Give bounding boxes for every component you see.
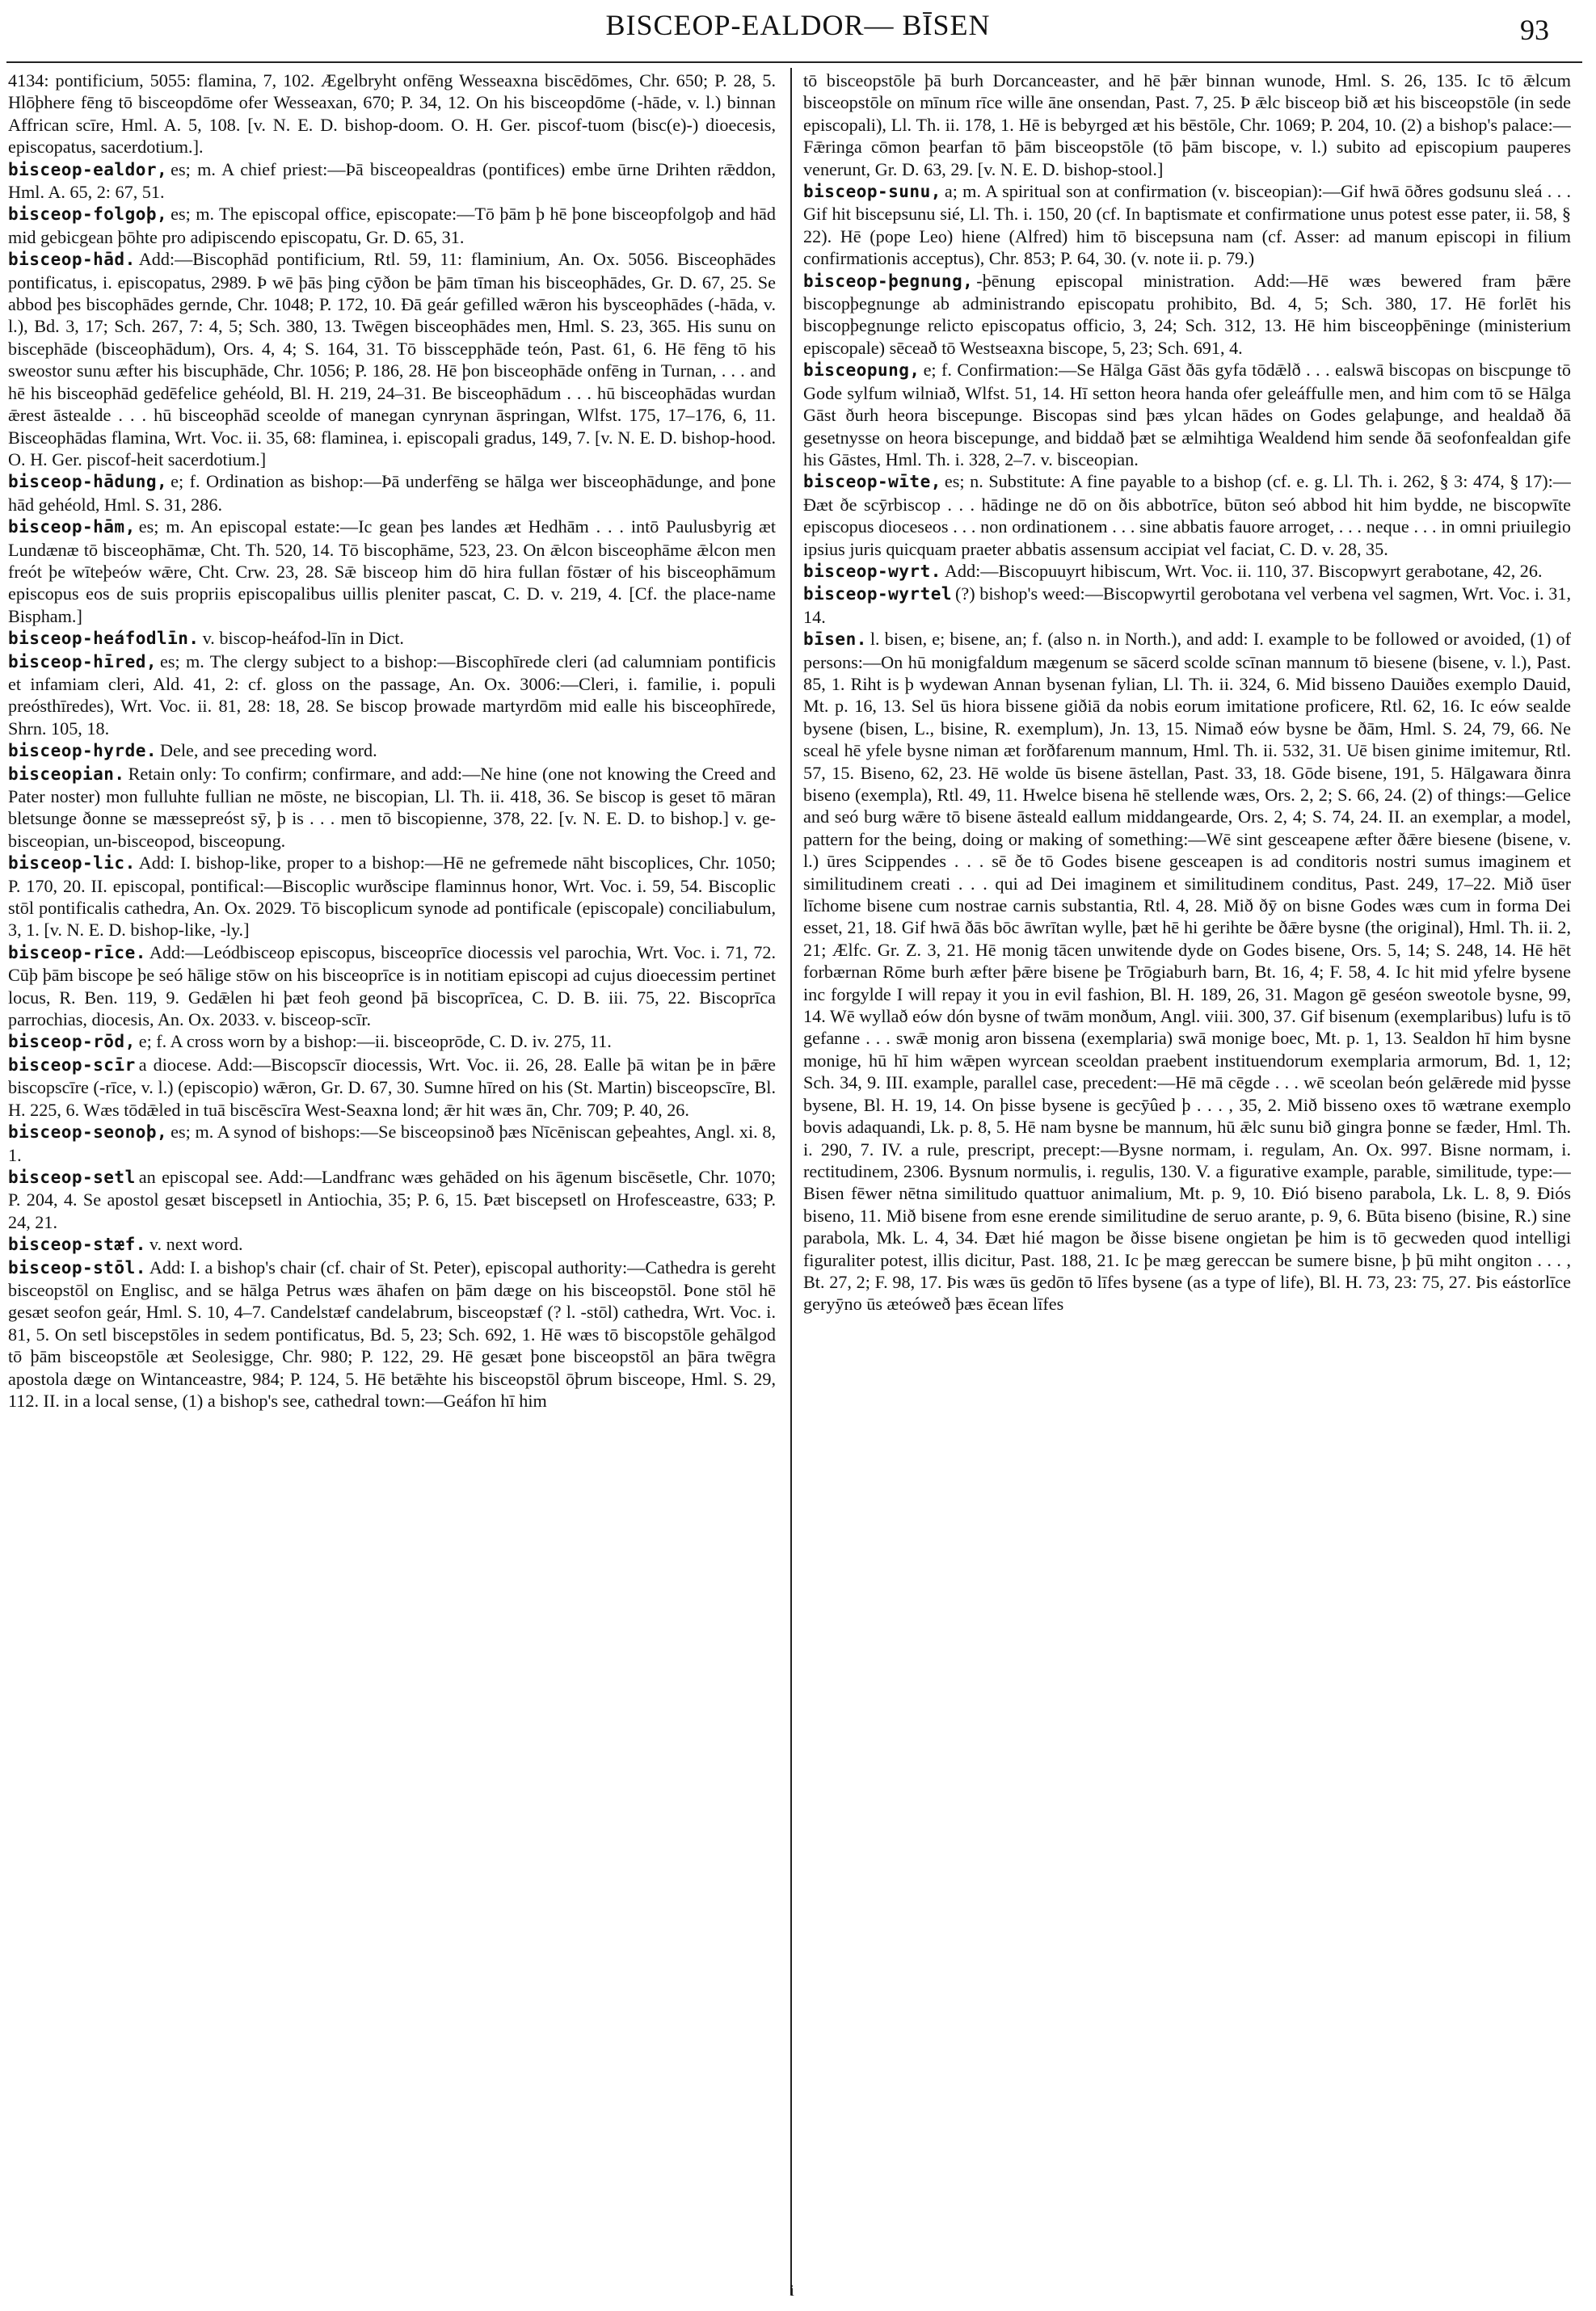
entry-headword: bisceop-seonoþ, (8, 1122, 168, 1143)
column-divider (790, 68, 792, 2295)
dictionary-entry (8, 852, 776, 941)
dictionary-entry (8, 627, 776, 650)
page-title: BISCEOP-EALDOR— BĪSEN (605, 9, 991, 41)
entry-text: v. biscop-heáfod-līn in Dict. (202, 628, 404, 649)
entry-headword: bisceop-hīred, (8, 651, 158, 671)
dictionary-entry (803, 270, 1571, 360)
entry-text: e; f. Confirmation:—Se Hālga Gāst ðās gyfa tōdǣlð . . . ealswā biscopas on biscpunge tō Gode sylfum wilniað, Wlfst. 51, 14. Hī setton heora handa ofer geleáffulle men, and him com tō se Hālga Gāst ðurh heora biscepunge. Biscopas sind þæs ylcan hādes on Godes gelaþunge, and healdað ðā gesetnysse on heora biscepunge, and biddað þæt se ælmihtiga Wealdend him sende ðā seofonfealdan gife his Gāstes, Hml. Th. i. 328, 2–7. v. bisceopian. (803, 360, 1571, 469)
dictionary-entry (803, 359, 1571, 470)
dictionary-entry (803, 470, 1571, 560)
entry-text: v. next word. (149, 1234, 243, 1255)
dictionary-entry (803, 583, 1571, 628)
dictionary-entry (8, 203, 776, 248)
right-column (803, 69, 1571, 2293)
dictionary-entry (8, 941, 776, 1031)
dictionary-entry (8, 248, 776, 470)
entry-text: Add: I. bishop-like, proper to a bishop:—Hē ne gefremede nāht biscoplices, Chr. 1050; P. 170, 20. II. episcopal, pontifical:—Biscoplic wurðscipe flaminnus honor, Wrt. Voc. i. 59, 54. Biscoplic stōl pontificalis cathedra, An. Ox. 2029. Tō biscoplicum synode ad pontificale (episcopale) conciliabulum, 3, 1. [v. N. E. D. bishop-like, -ly.] (8, 852, 776, 941)
dictionary-entry (8, 1030, 776, 1053)
header-rule (6, 61, 1582, 63)
footer-mark: i (790, 2282, 794, 2300)
entry-text: es; m. The clergy subject to a bishop:—Biscophīrede cleri (ad calumniam pontificis et infamiam cleri, Ald. 41, 2: cf. gloss on the passage, An. Ox. 3006:—Cleri, i. familie, i. populi preósthīredes), Wrt. Voc. ii. 81, 28: 18, 28. Se biscop þrowade martyrdōm mid ealle his bisceophīrede, Shrn. 105, 18. (8, 650, 776, 739)
running-head (0, 5, 1596, 50)
dictionary-entry (8, 470, 776, 516)
entry-text: Add: I. a bishop's chair (cf. chair of St. Peter), episcopal authority:—Cathedra is gereht bisceopstōl on Englisc, and se hālga Petrus wæs āhafen on þām dæge on his bisceopstōl. Þone stōl hē gesæt seofon geár, Hml. S. 10, 4–7. Candelstæf candelabrum, bisceopstæf (? l. -stōl) cathedra, Wrt. Voc. i. 81, 5. On setl biscepstōles in sedem pontificatus, Bd. 5, 23; Sch. 692, 1. Hē wæs tō biscopstōle gehālgod tō þām bisceopstōle æt Seolesigge, Chr. 980; P. 122, 29. Hē gesæt þone bisceopstōl an þāra twēgra apostola dæge on Wintanceastre, 984; P. 124, 5. Hē betǣhte his bisceopstōl ōþrum bisceope, Hml. S. 29, 112. II. in a local sense, (1) a bishop's see, cathedral town:—Geáfon hī him (8, 1257, 776, 1411)
dictionary-entry (803, 560, 1571, 583)
dictionary-entry (8, 69, 776, 158)
entry-text: a; m. A spiritual son at confirmation (v. bisceopian):—Gif hwā ōðres godsunu sleá . . . Gif hit biscepsunu sié, Ll. Th. i. 150, 20 (cf. In baptismate et confirmatione unus potest esse pater, ii. 58, § 22). Hē (pope Leo) hiene (Alfred) him tō biscepsuna nam (cf. Asser: ad manum episcopi in filium confirmationis acceptus), Chr. 853; P. 64, 30. (v. note ii. p. 79.) (803, 181, 1571, 269)
entry-headword: bisceop-stæf. (8, 1235, 146, 1255)
dictionary-entry (8, 1257, 776, 1412)
dictionary-entry (8, 1166, 776, 1233)
entry-text: es; n. Substitute: A fine payable to a bishop (cf. e. g. Ll. Th. i. 262, § 3: 474, § 17):—Ðæt ðe scȳrbiscop . . . hādinge ne dō on ðis abbotrīce, būton seó abbod hit him bydde, ne biscopwīte episcopus dioceseos . . . non ordinationem . . . sine abbatis fauore arroget, . . . neque . . . in omni priuilegio ipsius juris quicquam praeter abbatis assensum accipiat vel faciat, C. D. v. 28, 35. (803, 471, 1571, 559)
entry-text: Add:—Biscophād pontificium, Rtl. 59, 11: flaminium, An. Ox. 5056. Bisceophādes pontificatus, i. episcopatus, 2989. Þ wē þās þing cȳðon be þām tīman his bisceophādes, Gr. D. 67, 25. Se abbod þes biscophādes gernde, Chr. 1048; P. 172, 10. Ðā geár gefilled wǣron his bysceophādes (-hāda, v. l.), Bd. 3, 17; Sch. 267, 7: 4, 5; Sch. 380, 13. Twēgen bisceophādes men, Hml. S. 23, 365. His sunu on biscephāde (bisceophādum), Ors. 4, 4; S. 164, 31. Tō bisscepphāde teón, Past. 61, 6. Hē fēng tō his sweostor sunu æfter his biscuphāde, Chr. 1056; P. 186, 28. Hē þon bisceophāde onfēng in Turnan, . . . and hē his bisceophād gedēfelice gehéold, Bl. H. 219, 24–31. Be bisceophādum . . . hū bisceophādas wurdan ǣrest āstealde . . . hū bisceophād sceolde of manegan cynrynan āspringan, Wlfst. 175, 17–176, 6, 11. Bisceophādas flamina, Wrt. Voc. ii. 35, 68: flaminea, i. episcopali gradus, 149, 7. [v. N. E. D. bishop-hood. O. H. Ger. piscof-heit sacerdotium.] (8, 249, 776, 469)
dictionary-entry (8, 158, 776, 204)
dictionary-entry (8, 1121, 776, 1166)
entry-headword: bisceop-ealdor, (8, 159, 168, 179)
entry-text: Retain only: To confirm; confirmare, and add:—Ne hine (one not knowing the Creed and Pater noster) mon fulluhte fullian ne mōste, ne biscopian, Ll. Th. ii. 418, 36. Se biscop is geset tō māran bletsunge ðonne se mæssepreóst sȳ, þ is . . . men tō biscopienne, 378, 22. [v. N. E. D. to bishop.] v. ge-bisceopian, un-bisceopod, bisceopung. (8, 763, 776, 851)
entry-text: es; m. A chief priest:—Þā bisceopealdras (pontifices) embe ūrne Drihten rǣddon, Hml. A. 65, 2: 67, 51. (8, 158, 776, 203)
entry-text: (?) bishop's weed:—Biscopwyrtil gerobotana vel verbena vel sagmen, Wrt. Voc. i. 31, 14. (803, 583, 1571, 627)
dictionary-entry (8, 650, 776, 740)
left-column (8, 69, 776, 2293)
entry-headword: bisceop-scīr (8, 1054, 136, 1075)
entry-headword: bisceop-hād. (8, 250, 136, 270)
entry-text: Add:—Biscopuuyrt hibiscum, Wrt. Voc. ii. 110, 37. Biscopwyrt gerabotane, 42, 26. (944, 560, 1543, 581)
entry-headword: bisceop-sunu, (803, 182, 941, 202)
entry-headword: bisceop-þegnung, (803, 271, 974, 291)
entry-text: es; m. An episcopal estate:—Ic gean þes landes æt Hedhām . . . intō Paulusbyrig æt Lundænæ tō bisceophāmæ, Cht. Th. 520, 14. Tō biscophāme, 523, 23. On ǣlcon bisceophāme ǣlcon men freót þe wīteþeów wǣre, Cht. Crw. 23, 28. Sǣ bisceop him dō hira fullan fōstær of his bisceophāmum episcopus eos de suis propriis episcopalibus uillis pleniter pascat, C. D. v. 219, 4. [Cf. the place-name Bispham.] (8, 516, 776, 626)
entry-headword: bisceop-rīce. (8, 942, 146, 962)
entry-headword: bīsen. (803, 629, 867, 650)
entry-text: es; m. A synod of bishops:—Se bisceopsinoð þæs Nīcēniscan geþeahtes, Angl. xi. 8, 1. (8, 1122, 776, 1165)
entry-text: 4134: pontificium, 5055: flamina, 7, 102. Ægelbryht onfēng Wesseaxna biscēdōmes, Chr. 650; P. 28, 5. Hlōþhere fēng tō bisceopdōme ofer Wesseaxan, 670; P. 34, 12. On his bisceopdōme (-hāde, v. l.) binnan Affrican scīre, Hml. A. 5, 108. [v. N. E. D. bishop-doom. O. H. Ger. piscof-tuom (bisc(e)-) dioecesis, episcopatus, sacerdotium.]. (8, 70, 776, 158)
entry-headword: bisceop-lic. (8, 853, 136, 873)
dictionary-entry (8, 1233, 776, 1256)
entry-headword: bisceopian. (8, 764, 125, 784)
entry-text: e; f. Ordination as bishop:—Þā underfēng se hālga wer bisceophādunge, and þone hād gehéold, Hml. S. 31, 286. (8, 471, 776, 515)
entry-text: -þēnung episcopal ministration. Add:—Hē wæs bewered fram þǣre biscopþegnunge ab administrando episcopatu prohibito, Bd. 4, 5; Sch. 380, 17. Hē forlēt his biscopþegnunge relicto episcopatus officio, 3, 24; Sch. 312, 13. Hē him bisceopþēninge (ministerium episcopale) sēceað tō Westseaxna biscope, 5, 23; Sch. 691, 4. (803, 270, 1571, 358)
entry-headword: bisceop-hādung, (8, 472, 168, 492)
entry-text: l. bisen, e; bisene, an; f. (also n. in North.), and add: I. example to be followed or avoided, (1) of persons:—On hū monigfaldum mægenum se sācerd scolde scīnan mannum tō biesene (bisene, v. l.), Past. 85, 1. Riht is þ wydewan Annan bysenan fylian, Ll. Th. ii. 324, 6. Mid bisseno Dauiðes exemplo Dauid, Mt. p. 16, 13. Sel ūs hiora bissene giðiā da nobis eorum imitatione proficere, Rtl. 62, 16. Ic eów sealde bysene (bisen, L., bisine, R. exemplum), Jn. 13, 15. Nimað eów bysne be ðām, Hml. S. 24, 79, 66. Ne sceal hē yfele bysne niman æt forðfarenum mannum, Hml. Th. ii. 532, 31. Uē bisen ginime imitemur, Rtl. 57, 15. Biseno, 62, 23. Hē wolde ūs bisene āstellan, Past. 33, 18. Gōde bisene, 191, 5. Hālgawara ðinra biseno (exempla), Rtl. 49, 11. Hwelce bisena hē stellende wæs, Ors. 2, 2; S. 66, 24. (2) of things:—Gelice and seó burg wǣre tō bisene āsteald eallum middangearde, Ors. 2, 4; S. 74, 24. II. an exemplar, a model, pattern for the being, doing or making of something:—Wē sint gesceapene æfter ðǣre biesene (bisene, v. l.) ūres Scippendes . . . sē ðe tō Godes bisene gesceapen is ad conditoris nostri sumus imaginem et similitudinem creati . . . qui ad Dei imaginem et similitudinem conditus, Past. 249, 17–22. Mið ūser līchome bisene cum nostrae carnis substantia, Rtl. 4, 28. Mið ðȳ on bisne Godes wæs cum in forma Dei esset, 21, 18. Gif hwā ðās bōc āwrītan wylle, þæt hē hi gerihte be ðǣre bysne (the original), Hml. Th. ii. 2, 21; Ælfc. Gr. Z. 3, 21. Hē monig tācen unwitende dyde on Godes bisene, Ors. 5, 14; S. 248, 14. Hē hēt forbærnan Rōme burh æfter þǣre bisene þe Trōgiaburh barn, Bt. 16, 4; F. 58, 4. Ic hit mid yfelre bysene inc forgylde I will repay it you in evil fashion, Bl. H. 189, 26, 31. Magon gē geséon sweotole bysne, 99, 14. Wē wyllað eów dón bysne of twām monðum, Angl. viii. 300, 37. Gif bisenum (exemplaribus) lufu is tō gefanne . . . swǣ monig aron bissena (exemplaria) swā monige boec, Mt. p. 1, 13. Sealdon hī him bysne monige, hū hī him wǣpen wyrcean sceoldan praebent instituendorum exemplaria armorum, Bd. 1, 12; Sch. 34, 9. III. example, parallel case, precedent:—Hē mā cēgde . . . wē sceolan beón gelǣrede mid þysse bysene, Bl. H. 19, 14. On þisse bysene is gecȳûed þ . . . , 35, 2. Mið bisseno oxes tō wætrane exemplo bovis adaquandi, Lk. p. 8, 5. Hē nam bysne be mannum, hū ǣlc sunu bið gingra þonne se fæder, Hml. Th. i. 290, 7. IV. a rule, prescript, precept:—Bysne normam, i. regulam, An. Ox. 997. Bisne normam, i. rectitudinem, 2306. Bysnum normulis, i. regulis, 130. V. a figurative example, parable, similitude, type:—Bisen fēwer nētna similitudo quattuor animalium, Mt. p. 9, 10. Ðió biseno parabola, Lk. L. 8, 9. Ðiós biseno, 11. Mið bisene from esne erende similitudine de seruo arante, p. 9, 6. Būta biseno (bisine, R.) sine parabola, Mk. L. 4, 34. Ðæt hié magon be ðisse bisene ongietan þe him is tō gecweden quod intelligi figuraliter potest, illis dicitur, Past. 188, 21. Ic þe mæg gereccan be sumere bisne, þ þū miht ongiton . . . , Bt. 27, 2; F. 98, 17. Þis wæs ūs gedōn tō līfes bysene (as a type of life), Bl. H. 73, 23: 75, 27. Þis eástorlīce geryȳno ūs æteóweð þæs ēcean līfes (803, 629, 1571, 1315)
entry-headword: bisceop-hām, (8, 517, 136, 537)
entry-headword: bisceop-setl (8, 1167, 136, 1187)
entry-headword: bisceop-folgoþ, (8, 204, 168, 225)
entry-headword: bisceop-heáfodlīn. (8, 629, 200, 649)
entry-headword: bisceopung, (803, 360, 920, 381)
dictionary-entry (803, 180, 1571, 270)
entry-headword: bisceop-wīte, (803, 472, 941, 492)
dictionary-entry (8, 1054, 776, 1121)
entry-text: Dele, and see preceding word. (160, 740, 377, 761)
entry-headword: bisceop-stōl. (8, 1257, 146, 1278)
dictionary-entry (8, 516, 776, 627)
dictionary-entry (803, 628, 1571, 1315)
entry-headword: bisceop-rōd, (8, 1032, 136, 1052)
entry-headword: bisceop-hyrde. (8, 741, 158, 761)
entry-text: e; f. A cross worn by a bishop:—ii. bisceoprōde, C. D. iv. 275, 11. (138, 1031, 612, 1052)
entry-text: an episcopal see. Add:—Landfranc wæs gehāded on his āgenum biscēsetle, Chr. 1070; P. 204, 4. Se apostol gesæt biscepsetl in Antiochia, 35; P. 6, 15. Þæt biscepsetl on Hrofesceastre, 633; P. 24, 21. (8, 1166, 776, 1232)
entry-text: a diocese. Add:—Biscopscīr diocessis, Wrt. Voc. ii. 26, 28. Ealle þā witan þe in þǣre biscopscīre (-rīce, v. l.) (episcopio) wǣron, Gr. D. 67, 30. Sumne hīred on his (St. Martin) bisceopscīre, Bl. H. 225, 6. Wæs tōdǣled in tuā biscēscīra West-Seaxna lond; ǣr hit wæs ān, Chr. 709; P. 40, 26. (8, 1054, 776, 1120)
entry-text: es; m. The episcopal office, episcopate:—Tō þām þ hē þone bisceopfolgoþ and hād mid gebicgean þōhte pro adipiscendo episcopatu, Gr. D. 65, 31. (8, 204, 776, 247)
entry-text: Add:—Leódbisceop episcopus, bisceoprīce diocessis vel parochia, Wrt. Voc. i. 71, 72. Cūþ þām biscope þe seó hālige stōw on his bisceoprīce is in notitiam episcopi ad cujus dioecessim pertinet locus, R. Ben. 119, 9. Gedǣlen hi þæt feoh geond þā biscoprīcea, C. D. B. iii. 75, 22. Biscoprīca parrochias, diocesis, An. Ox. 2033. v. bisceop-scīr. (8, 941, 776, 1030)
dictionary-entry (8, 763, 776, 852)
entry-headword: bisceop-wyrtel (803, 584, 953, 604)
dictionary-entry (803, 69, 1571, 180)
entry-text: tō bisceopstōle þā burh Dorcanceaster, and hē þǣr binnan wunode, Hml. S. 26, 135. Ic tō ǣlcum bisceopstōle on mīnum rīce wille āne onsendan, Past. 7, 25. Þ ǣlc bisceop bið æt his bisceopstōle (in sede episcopali), Ll. Th. ii. 178, 1. Hē is bebyrged æt his bēstōle, Chr. 1069; P. 204, 10. (2) a bishop's palace:—Fǣringa cōmon þearfan tō þām bisceopstōle (tō þām biscope, v. l.) subito ad episcopium pauperes venerunt, Gr. D. 63, 29. [v. N. E. D. bishop-stool.] (803, 70, 1571, 179)
dictionary-entry (8, 739, 776, 762)
entry-headword: bisceop-wyrt. (803, 561, 941, 581)
page-number: 93 (1520, 14, 1549, 46)
